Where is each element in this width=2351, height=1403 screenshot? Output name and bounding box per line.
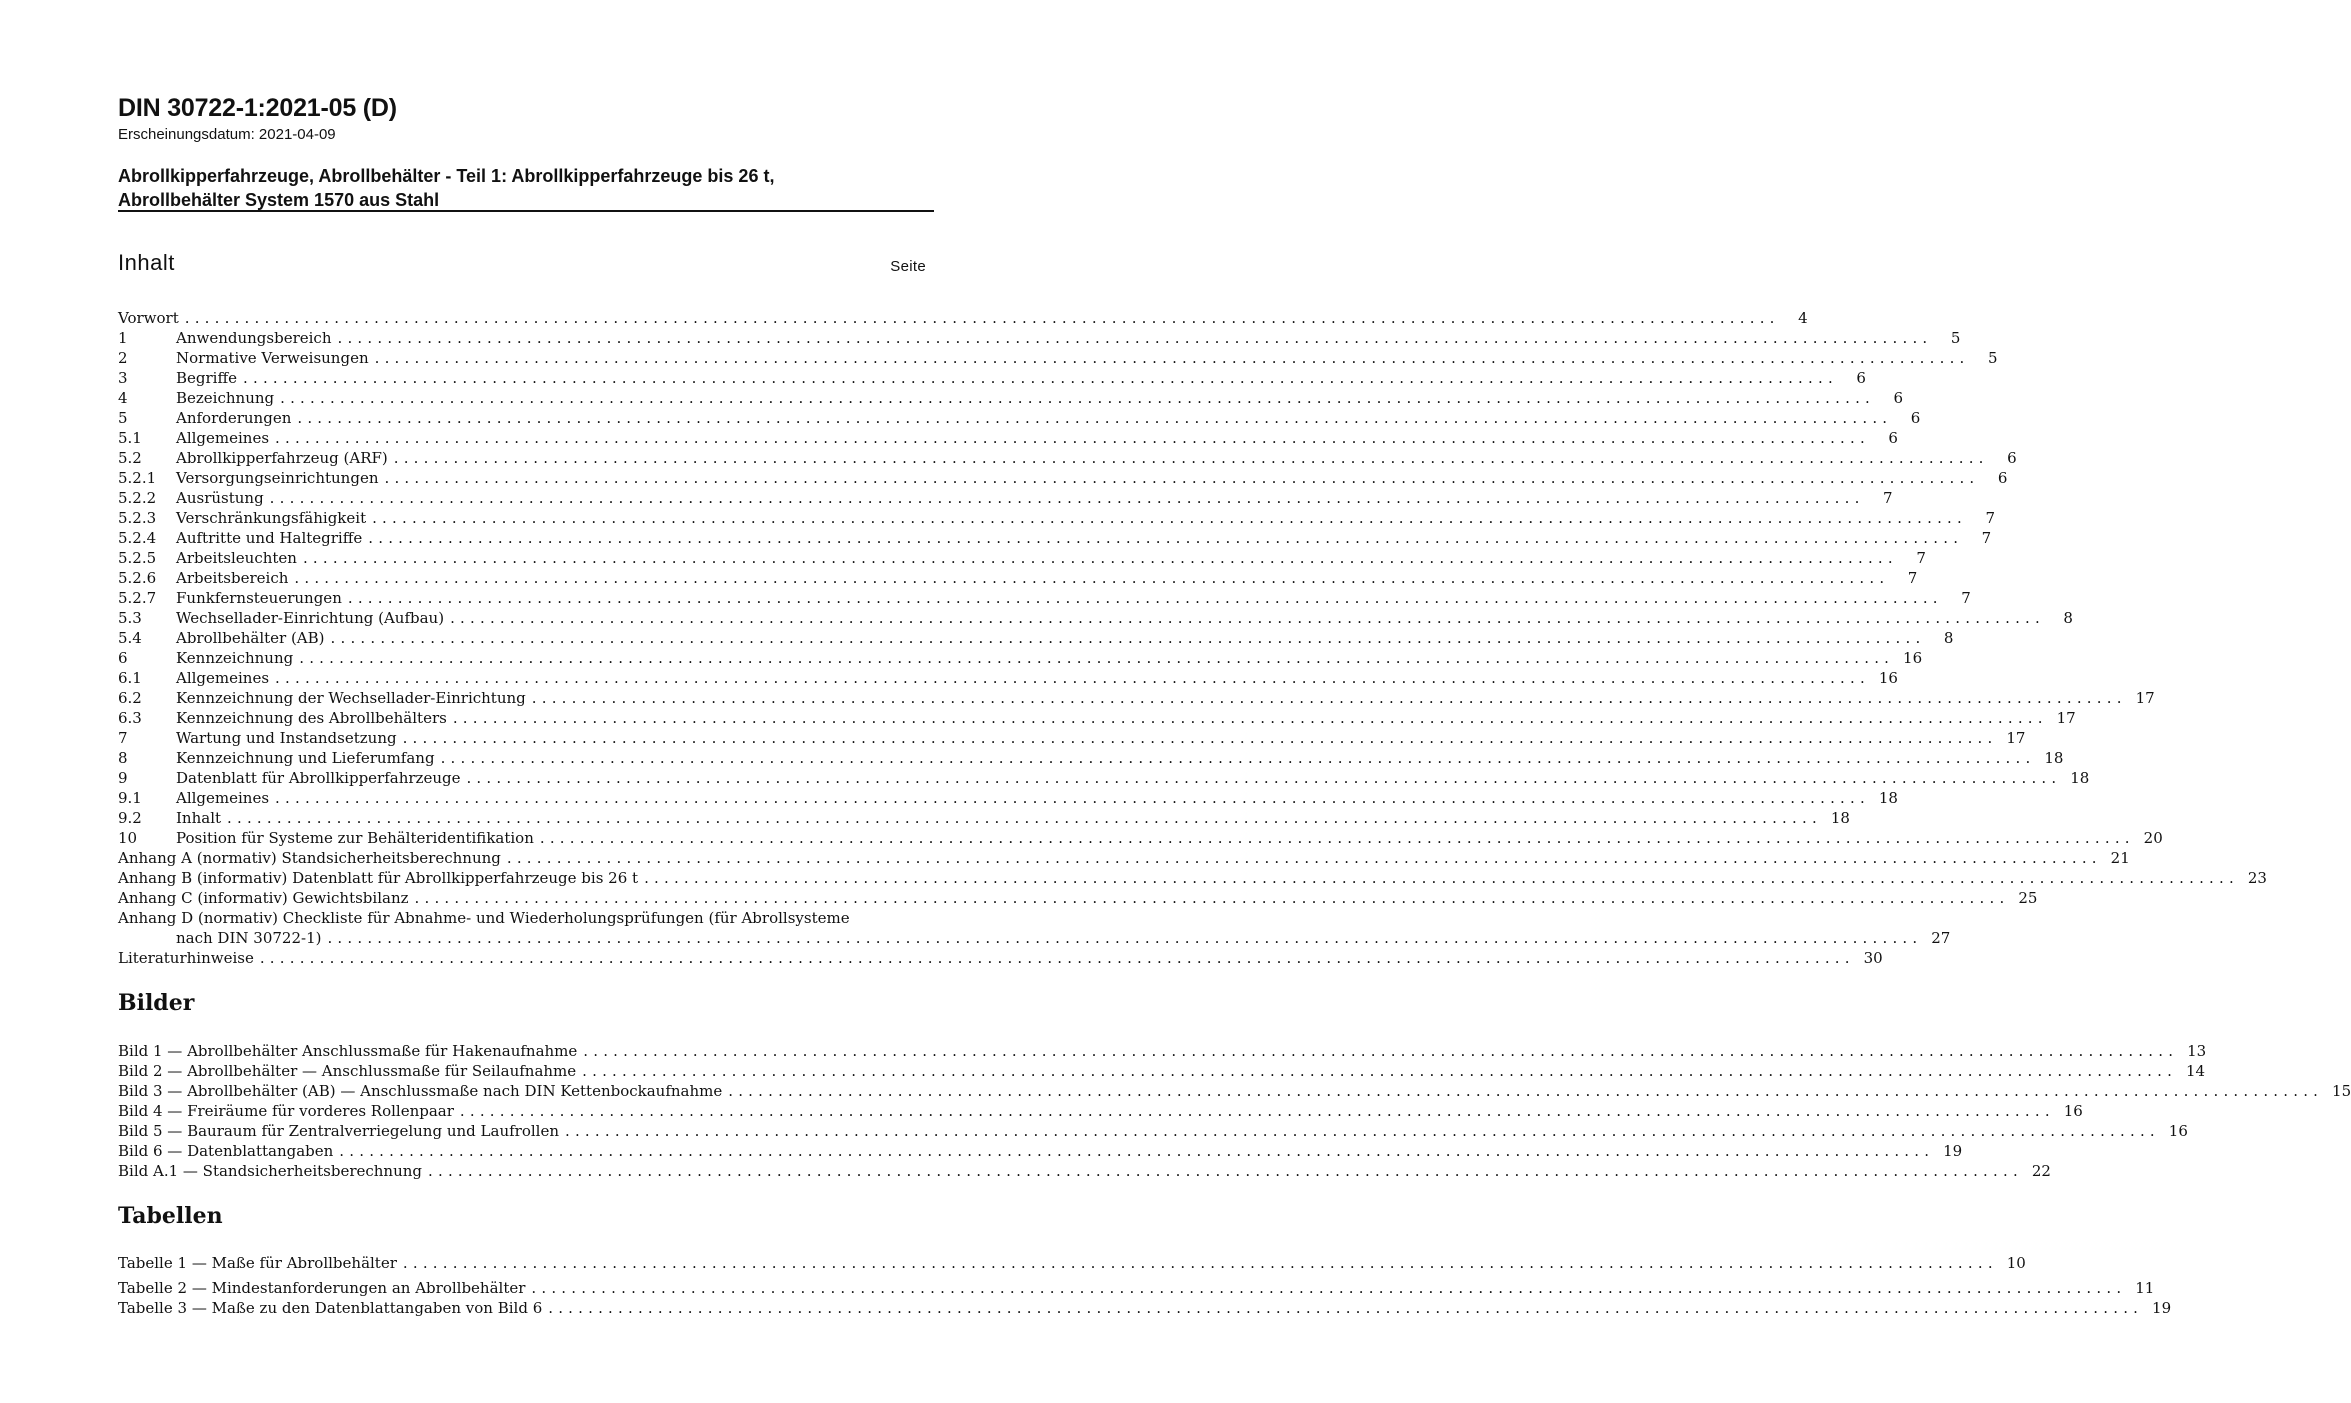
toc-entry[interactable] [118, 688, 2155, 708]
figure-entry[interactable] [118, 1121, 2188, 1141]
leader-dots: ................................................................................................................................................................ [368, 529, 1964, 547]
entry-title: Position für Systeme zur Behälteridentifikation [176, 829, 534, 847]
entry-number: 5.2.2 [118, 489, 157, 507]
subtitle-line-1: Abrollkipperfahrzeuge, Abrollbehälter - Teil 1: Abrollkipperfahrzeuge bis 26 t, [118, 166, 775, 186]
entry-page: 18 [2044, 749, 2064, 767]
leader-dots: ................................................................................................................................................................ [393, 449, 1989, 467]
leader-dots: ................................................................................................................................................................ [275, 789, 1870, 807]
leader-dots: ................................................................................................................................................................ [275, 669, 1870, 687]
entry-number: 1 [118, 329, 128, 347]
figure-entry[interactable] [118, 1041, 2207, 1061]
entry-title: Bild 1 — Abrollbehälter Anschlussmaße für Hakenaufnahme [118, 1042, 578, 1060]
entry-page: 5 [1987, 349, 1998, 367]
leader-dots: ................................................................................................................................................................ [330, 629, 1926, 647]
figure-entry[interactable] [118, 1161, 2051, 1181]
entry-page: 7 [1907, 569, 1918, 587]
entry-page: 17 [2006, 729, 2026, 747]
entry-page: 22 [2031, 1162, 2051, 1180]
leader-dots: ................................................................................................................................................................ [428, 1162, 2023, 1180]
entry-page: 16 [1878, 669, 1898, 687]
entry-title: Abrollkipperfahrzeug (ARF) [176, 449, 388, 467]
contents-heading: Inhalt [118, 250, 175, 275]
entry-title: Auftritte und Haltegriffe [176, 529, 363, 547]
entry-title: Normative Verweisungen [176, 349, 369, 367]
leader-dots: ................................................................................................................................................................ [275, 429, 1870, 447]
entry-title: Wartung und Instandsetzung [176, 729, 397, 747]
toc-entry[interactable] [118, 828, 2163, 848]
toc-entry[interactable] [118, 768, 2090, 788]
leader-dots: ................................................................................................................................................................ [583, 1042, 2179, 1060]
entry-title: Anforderungen [176, 409, 292, 427]
entry-title: Wechsellader-Einrichtung (Aufbau) [176, 609, 445, 627]
leader-dots: ................................................................................................................................................................ [347, 589, 1943, 607]
entry-page: 25 [2018, 889, 2038, 907]
entry-title: Bild 3 — Abrollbehälter (AB) — Anschlussmaße nach DIN Kettenbockaufnahme [118, 1082, 723, 1100]
leader-dots: ................................................................................................................................................................ [299, 649, 1895, 667]
entry-number: 5.4 [118, 629, 142, 647]
entry-page: 7 [1961, 589, 1971, 607]
toc-entry[interactable] [118, 528, 1992, 548]
entry-title: Bild A.1 — Standsicherheitsberechnung [118, 1162, 423, 1180]
figure-entry[interactable] [118, 1081, 2351, 1101]
leader-dots: ................................................................................................................................................................ [644, 869, 2239, 887]
entry-title: Arbeitsbereich [176, 569, 289, 587]
entry-page: 8 [1943, 629, 1954, 647]
entry-number: 5.2.7 [118, 589, 157, 607]
entry-number: 6.2 [118, 689, 142, 707]
toc-entry[interactable] [118, 548, 1926, 568]
toc-entry[interactable] [118, 408, 1921, 428]
entry-title: Kennzeichnung und Lieferumfang [176, 749, 435, 767]
entry-title: Anhang B (informativ) Datenblatt für Abrollkipperfahrzeuge bis 26 t [118, 869, 639, 887]
leader-dots: ................................................................................................................................................................ [227, 809, 1822, 827]
entry-title: Anhang A (normativ) Standsicherheitsberechnung [118, 849, 501, 867]
toc-entry[interactable] [118, 708, 2076, 728]
leader-dots: ................................................................................................................................................................ [372, 509, 1967, 527]
annex-d-page: 27 [1931, 929, 1951, 947]
entry-number: 6 [118, 649, 128, 667]
figure-entry[interactable] [118, 1061, 2206, 1081]
entry-page: 7 [1981, 529, 1992, 547]
entry-title: Bild 2 — Abrollbehälter — Anschlussmaße für Seilaufnahme [118, 1062, 577, 1080]
entry-title: Tabelle 2 — Mindestanforderungen an Abrollbehälter [118, 1279, 526, 1297]
entry-title: Allgemeines [176, 429, 270, 447]
header-divider [118, 210, 934, 212]
entry-number: 3 [118, 369, 128, 387]
entry-title: Allgemeines [176, 669, 270, 687]
entry-page: 15 [2332, 1082, 2351, 1100]
toc-entry[interactable] [118, 508, 1995, 528]
entry-page: 19 [2152, 1299, 2172, 1317]
leader-dots: ................................................................................................................................................................ [466, 769, 2062, 787]
leader-dots: ................................................................................................................................................................ [184, 309, 1780, 327]
entry-page: 16 [2063, 1102, 2083, 1120]
toc-entry[interactable] [118, 348, 1998, 368]
toc-entry[interactable] [118, 728, 2026, 748]
literature-entry[interactable] [118, 948, 1883, 968]
entry-title: Begriffe [176, 369, 238, 387]
entry-title: Kennzeichnung [176, 649, 294, 667]
toc-entry[interactable] [118, 748, 2064, 768]
leader-dots: ................................................................................................................................................................ [402, 729, 1998, 747]
entry-page: 7 [1916, 549, 1926, 567]
leader-dots: ................................................................................................................................................................ [539, 829, 2135, 847]
entry-title: Kennzeichnung der Wechsellader-Einrichtung [176, 689, 526, 707]
entry-number: 5.3 [118, 609, 142, 627]
leader-dots: ................................................................................................................................................................ [297, 409, 1893, 427]
entry-page: 16 [2168, 1122, 2188, 1140]
entry-number: 2 [118, 349, 128, 367]
entry-number: 5.2.3 [118, 509, 157, 527]
leader-dots: ................................................................................................................................................................ [269, 489, 1865, 507]
entry-number: 5.1 [118, 429, 142, 447]
leader-dots: ................................................................................................................................................................ [327, 929, 1923, 947]
entry-page: 20 [2143, 829, 2163, 847]
leader-dots: ................................................................................................................................................................ [450, 609, 2045, 627]
entry-page: 21 [2110, 849, 2130, 867]
entry-number: 7 [118, 729, 128, 747]
entry-page: 8 [2063, 609, 2073, 627]
leader-dots: ................................................................................................................................................................ [384, 469, 1980, 487]
entry-number: 9 [118, 769, 128, 787]
leader-dots: ................................................................................................................................................................ [440, 749, 2036, 767]
entry-title: Datenblatt für Abrollkipperfahrzeuge [176, 769, 461, 787]
publication-date: Erscheinungsdatum: 2021-04-09 [118, 126, 336, 143]
entry-page: 7 [1985, 509, 1995, 527]
toc-entry[interactable] [118, 588, 1971, 608]
figures-heading: Bilder [118, 990, 195, 1016]
leader-dots: ................................................................................................................................................................ [548, 1299, 2144, 1317]
leader-dots: ................................................................................................................................................................ [564, 1122, 2160, 1140]
entry-number: 9.1 [118, 789, 142, 807]
entry-title: Bezeichnung [176, 389, 275, 407]
entry-title: Kennzeichnung des Abrollbehälters [176, 709, 447, 727]
entry-title: Anwendungsbereich [176, 329, 332, 347]
table-of-contents [118, 308, 2267, 908]
toc-entry[interactable] [118, 808, 1850, 828]
toc-entry[interactable] [118, 308, 1808, 328]
tables-list [118, 1253, 2172, 1318]
leader-dots: ................................................................................................................................................................ [339, 1142, 1935, 1160]
page-column-label: Seite [890, 258, 926, 275]
entry-page: 6 [1997, 469, 2008, 487]
entry-page: 18 [1830, 809, 1850, 827]
entry-title: Versorgungseinrichtungen [176, 469, 379, 487]
entry-number: 5.2.4 [118, 529, 157, 547]
toc-entry[interactable] [118, 848, 2130, 868]
entry-title: Bild 6 — Datenblattangaben [118, 1142, 334, 1160]
entry-number: 5 [118, 409, 128, 427]
entry-title: Tabelle 1 — Maße für Abrollbehälter [118, 1254, 397, 1272]
entry-number: 4 [118, 389, 128, 407]
entry-title: Verschränkungsfähigkeit [176, 509, 367, 527]
entry-page: 17 [2135, 689, 2155, 707]
leader-dots: ................................................................................................................................................................ [728, 1082, 2324, 1100]
entry-page: 6 [1888, 429, 1898, 447]
toc-entry[interactable] [118, 868, 2267, 888]
annex-d-line-1: Anhang D (normativ) Checkliste für Abnahme- und Wiederholungsprüfungen (für Abrollsysteme [118, 909, 850, 927]
toc-entry[interactable] [118, 388, 1904, 408]
leader-dots: ................................................................................................................................................................ [294, 569, 1890, 587]
entry-page: 5 [1950, 329, 1961, 347]
leader-dots: ................................................................................................................................................................ [302, 549, 1898, 567]
annex-d-line-2: nach DIN 30722-1) [176, 929, 322, 947]
toc-entry[interactable] [118, 368, 1866, 388]
leader-dots: ................................................................................................................................................................ [452, 709, 2048, 727]
leader-dots: ................................................................................................................................................................ [531, 689, 2127, 707]
literature-title: Literaturhinweise [118, 949, 254, 967]
toc-entry[interactable] [118, 428, 1898, 448]
entry-page: 16 [1903, 649, 1923, 667]
entry-title: Bild 5 — Bauraum für Zentralverriegelung und Laufrollen [118, 1122, 559, 1140]
toc-entry[interactable] [118, 448, 2017, 468]
figure-entry[interactable] [118, 1141, 1963, 1161]
entry-page: 7 [1883, 489, 1893, 507]
entry-page: 14 [2185, 1062, 2206, 1080]
entry-number: 6.3 [118, 709, 142, 727]
toc-entry[interactable] [118, 668, 1898, 688]
entry-page: 10 [2006, 1254, 2026, 1272]
entry-title: Bild 4 — Freiräume für vorderes Rollenpaar [118, 1102, 454, 1120]
entry-number: 5.2 [118, 449, 142, 467]
entry-title: Arbeitsleuchten [176, 549, 297, 567]
entry-page: 18 [1878, 789, 1898, 807]
entry-page: 23 [2247, 869, 2267, 887]
table-entry[interactable] [118, 1278, 2155, 1298]
toc-entry[interactable] [118, 468, 2008, 488]
leader-dots: ................................................................................................................................................................ [506, 849, 2102, 867]
entry-title: Funkfernsteuerungen [176, 589, 342, 607]
toc-entry[interactable] [118, 608, 2073, 628]
literature-page: 30 [1863, 949, 1883, 967]
entry-page: 18 [2070, 769, 2090, 787]
entry-number: 10 [118, 829, 138, 847]
leader-dots: ................................................................................................................................................................ [259, 949, 1855, 967]
leader-dots: ................................................................................................................................................................ [582, 1062, 2178, 1080]
entry-title: Vorwort [118, 309, 179, 327]
toc-entry[interactable] [118, 328, 1961, 348]
entry-number: 5.2.6 [118, 569, 157, 587]
entry-page: 19 [1943, 1142, 1963, 1160]
leader-dots: ................................................................................................................................................................ [414, 889, 2010, 907]
entry-page: 4 [1798, 309, 1808, 327]
subtitle-line-2: Abrollbehälter System 1570 aus Stahl [118, 190, 440, 210]
entry-title: Ausrüstung [176, 489, 264, 507]
leader-dots: ................................................................................................................................................................ [402, 1254, 1998, 1272]
document-subtitle [118, 164, 938, 212]
entry-title: Tabelle 3 — Maße zu den Datenblattangaben von Bild 6 [118, 1299, 543, 1317]
figures-list [118, 1041, 2351, 1181]
entry-number: 5.2.1 [118, 469, 157, 487]
leader-dots: ................................................................................................................................................................ [337, 329, 1933, 347]
toc-entry[interactable] [118, 488, 1893, 508]
entry-title: Inhalt [176, 809, 222, 827]
entry-number: 6.1 [118, 669, 142, 687]
toc-entry[interactable] [118, 568, 1918, 588]
table-entry[interactable] [118, 1253, 2026, 1273]
entry-title: Abrollbehälter (AB) [176, 629, 325, 647]
entry-page: 6 [1856, 369, 1866, 387]
entry-number: 8 [118, 749, 128, 767]
entry-page: 6 [2007, 449, 2017, 467]
leader-dots: ................................................................................................................................................................ [459, 1102, 2055, 1120]
entry-number: 5.2.5 [118, 549, 157, 567]
annex-d-entry[interactable] [118, 908, 1951, 948]
entry-page: 11 [2135, 1279, 2155, 1297]
toc-entry[interactable] [118, 628, 1954, 648]
figure-entry[interactable] [118, 1101, 2083, 1121]
leader-dots: ................................................................................................................................................................ [531, 1279, 2127, 1297]
entry-page: 17 [2056, 709, 2076, 727]
tables-heading: Tabellen [118, 1203, 223, 1229]
entry-page: 6 [1910, 409, 1921, 427]
leader-dots: ................................................................................................................................................................ [374, 349, 1970, 367]
table-entry[interactable] [118, 1298, 2172, 1318]
entry-title: Allgemeines [176, 789, 270, 807]
leader-dots: ................................................................................................................................................................ [243, 369, 1838, 387]
entry-page: 6 [1893, 389, 1904, 407]
toc-entry[interactable] [118, 788, 1898, 808]
document-title: DIN 30722-1:2021-05 (D) [118, 94, 397, 122]
entry-title: Anhang C (informativ) Gewichtsbilanz [118, 889, 409, 907]
entry-number: 9.2 [118, 809, 142, 827]
toc-entry[interactable] [118, 648, 1923, 668]
leader-dots: ................................................................................................................................................................ [280, 389, 1876, 407]
entry-page: 13 [2187, 1042, 2207, 1060]
toc-entry[interactable] [118, 888, 2038, 908]
